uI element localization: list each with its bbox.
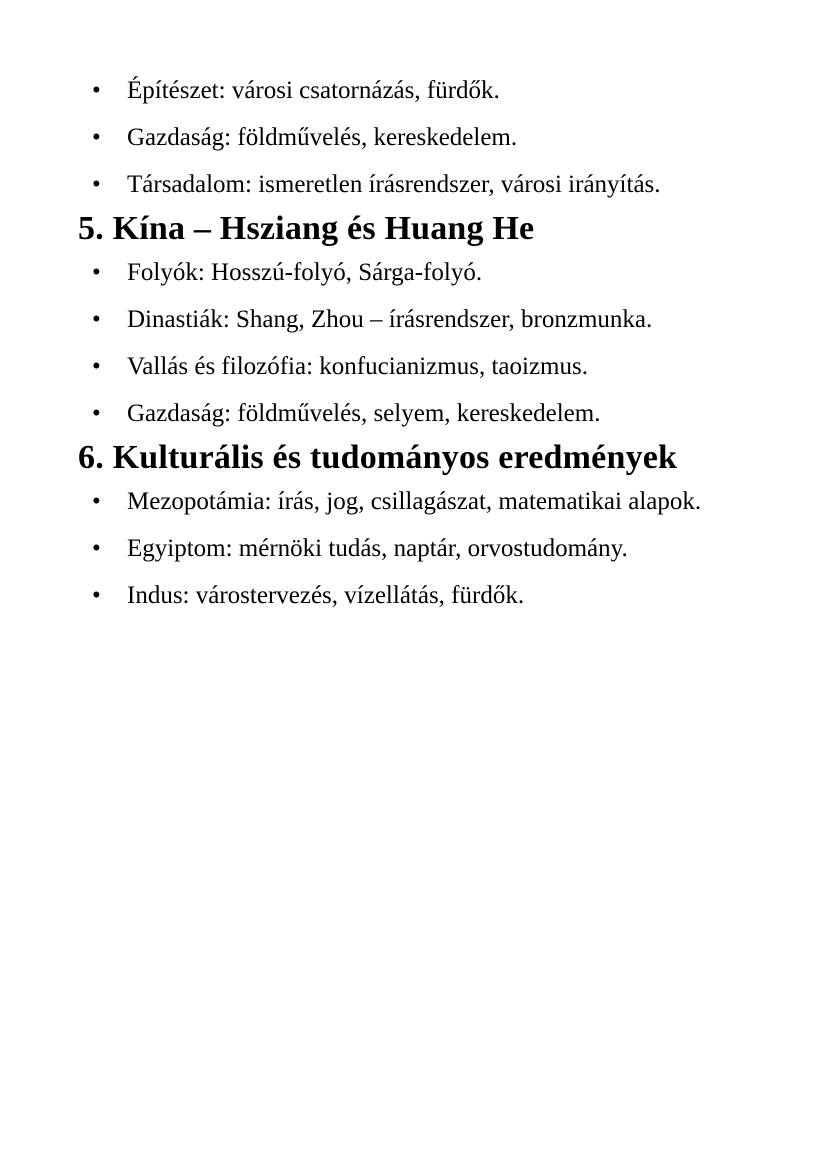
list-item-text: Mezopotámia: írás, jog, csillagászat, matematikai alapok.	[127, 488, 702, 515]
section-heading-culture: 6. Kulturális és tudományos eredmények	[78, 439, 678, 476]
list-item	[78, 572, 768, 619]
list-item	[78, 343, 768, 390]
bullet-icon: •	[92, 124, 101, 151]
list-item-text: Társadalom: ismeretlen írásrendszer, városi irányítás.	[127, 171, 661, 198]
bullet-icon: •	[92, 535, 101, 562]
list-item-text: Egyiptom: mérnöki tudás, naptár, orvostudomány.	[127, 535, 628, 562]
list-item-text: Dinastiák: Shang, Zhou – írásrendszer, bronzmunka.	[127, 306, 653, 333]
bullet-list-indus	[78, 67, 768, 208]
list-item	[78, 114, 768, 161]
list-item-text: Gazdaság: földművelés, kereskedelem.	[127, 124, 518, 151]
list-item-text: Vallás és filozófia: konfucianizmus, taoizmus.	[127, 353, 588, 380]
bullet-icon: •	[92, 582, 101, 609]
bullet-icon: •	[92, 488, 101, 515]
bullet-list-culture	[78, 478, 768, 619]
list-item	[78, 296, 768, 343]
bullet-icon: •	[92, 171, 101, 198]
bullet-icon: •	[92, 259, 101, 286]
list-item-text: Folyók: Hosszú-folyó, Sárga-folyó.	[127, 259, 483, 286]
section-heading-china: 5. Kína – Hsziang és Huang He	[78, 210, 535, 247]
list-item-text: Gazdaság: földművelés, selyem, kereskedelem.	[127, 400, 601, 427]
list-item-text: Indus: várostervezés, vízellátás, fürdők.	[127, 582, 525, 609]
list-item	[78, 161, 768, 208]
list-item-text: Építészet: városi csatornázás, fürdők.	[127, 77, 500, 104]
bullet-icon: •	[92, 400, 101, 427]
list-item	[78, 249, 768, 296]
list-item	[78, 390, 768, 437]
list-item	[78, 67, 768, 114]
list-item	[78, 478, 768, 525]
bullet-icon: •	[92, 77, 101, 104]
bullet-icon: •	[92, 306, 101, 333]
bullet-list-china	[78, 249, 768, 437]
bullet-icon: •	[92, 353, 101, 380]
list-item	[78, 525, 768, 572]
